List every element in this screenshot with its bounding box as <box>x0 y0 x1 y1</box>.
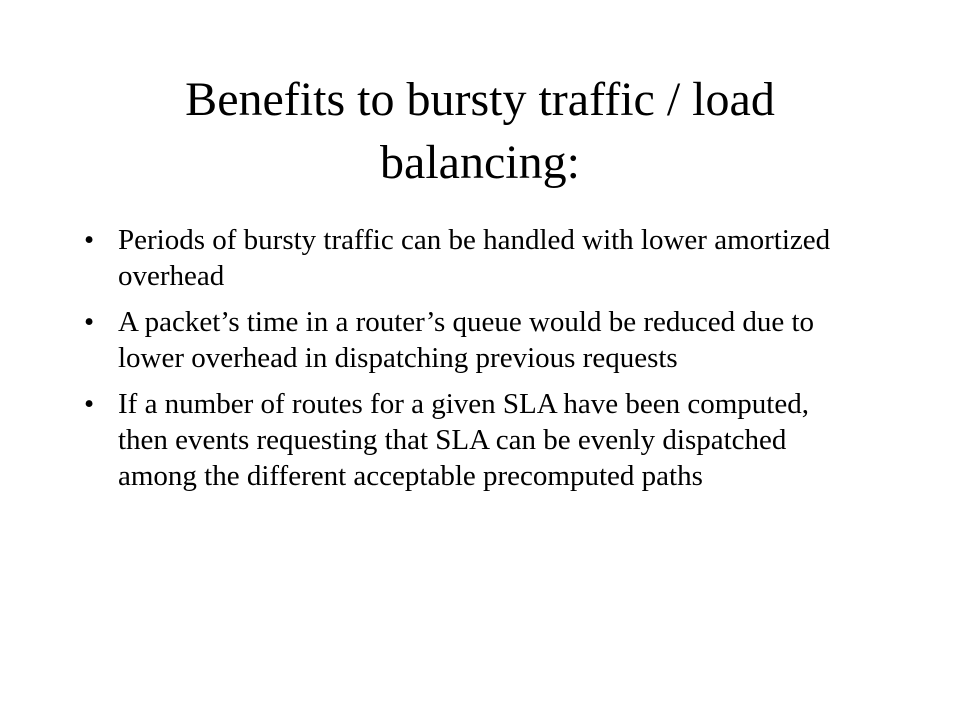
bullet-marker: • <box>84 306 95 338</box>
bullet-list <box>84 222 864 504</box>
bullet-text: Periods of bursty traffic can be handled with lower amortized overhead <box>118 224 831 292</box>
bullet-item-router-queue-time <box>84 304 864 376</box>
bullet-text: If a number of routes for a given SLA have been computed, then events requesting that SLA can be evenly dispatched among the different acceptable precomputed paths <box>118 388 809 492</box>
bullet-item-bursty-periods <box>84 222 864 294</box>
bullet-item-sla-route-dispatch <box>84 386 864 494</box>
bullet-text: A packet’s time in a router’s queue would be reduced due to lower overhead in dispatching previous requests <box>118 306 815 374</box>
bullet-marker: • <box>84 388 95 420</box>
slide-title: Benefits to bursty traffic / load balancing: <box>185 73 775 189</box>
bullet-marker: • <box>84 224 95 256</box>
